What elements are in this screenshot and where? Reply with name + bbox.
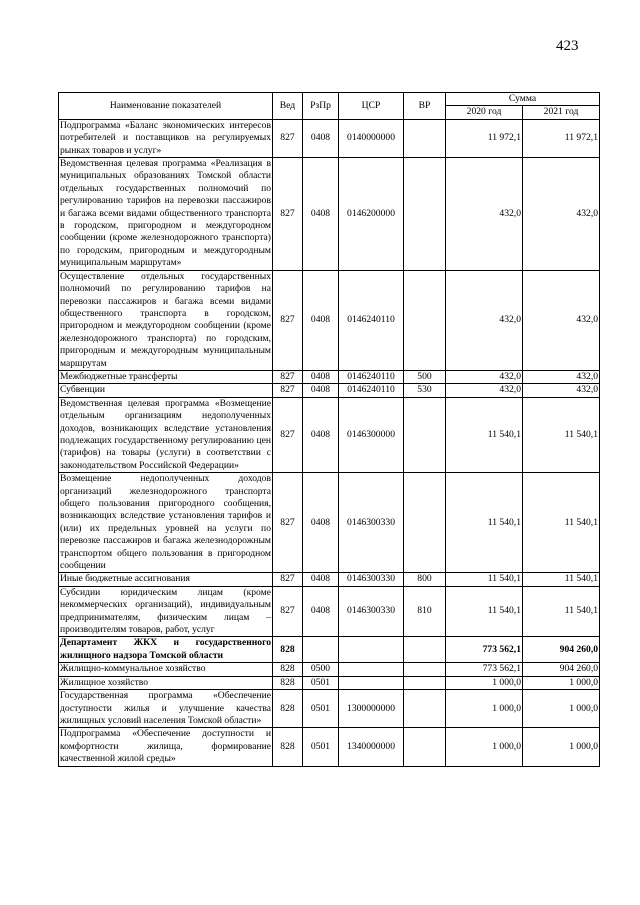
header-name: Наименование показателей [59,93,273,120]
cell-ved: 828 [273,676,303,689]
cell-name: Подпрограмма «Обеспечение доступности и комфортности жилища, формирование качественной жилой среды» [60,728,271,765]
cell-name: Ведомственная целевая программа «Реализация в муниципальных образованиях Томской области отдельных государственных полномочий по регулированию тарифов на перевозки пассажиров и багажа всеми видами общественного транспорта в городском, пригородном и междугородном сообщении (кроме железнодорожного транспорта) по городским, пригородным и междугородным муниципальным маршрутам» [60,158,271,269]
cell-vr [404,270,446,370]
table-row [59,397,600,472]
cell-y2020: 432,0 [446,270,523,370]
cell-y2021: 432,0 [523,384,600,397]
cell-y2020: 11 972,1 [446,119,523,157]
cell-csr: 1300000000 [339,690,404,728]
cell-ved: 828 [273,690,303,728]
cell-ved: 827 [273,384,303,397]
cell-rzpr: 0408 [303,384,339,397]
cell-csr: 0146240110 [339,384,404,397]
cell-vr: 500 [404,370,446,383]
cell-rzpr: 0501 [303,676,339,689]
cell-name: Ведомственная целевая программа «Возмещение отдельным организациям недополученных доходов, возникающих вследствие установления подлежащих государственному регулированию цен (тарифов) на товары (услуги) в соответствии с законодательством Российской Федерации» [60,397,271,471]
table-row [59,384,600,397]
table-row [59,663,600,676]
cell-y2021: 1 000,0 [523,676,600,689]
cell-csr: 0146200000 [339,158,404,271]
cell-csr: 0140000000 [339,119,404,157]
cell-ved: 828 [273,663,303,676]
cell-vr [404,158,446,271]
cell-csr: 0146240110 [339,370,404,383]
cell-rzpr: 0501 [303,728,339,766]
cell-y2020: 1 000,0 [446,690,523,728]
cell-name: Осуществление отдельных государственных полномочий по регулированию тарифов на перевозки пассажиров и багажа всеми видами общественного транспорта в городском, пригородном и междугородном сообщении (кроме железнодорожного транспорта) по городским, пригородным и междугородным муниципальным маршрутам [60,270,271,369]
cell-ved: 827 [273,270,303,370]
cell-vr [404,676,446,689]
cell-name: Возмещение недополученных доходов организаций железнодорожного транспорта общего пользования пригородного сообщения, возникающих вследствие установления тарифов и (или) их предельных уровней на услуги по перевозке пассажиров и багажа железнодорожным транспортом общего пользования в пригородном сообщении [60,473,271,572]
cell-rzpr: 0408 [303,119,339,157]
cell-ved: 827 [273,119,303,157]
cell-y2021: 1 000,0 [523,728,600,766]
cell-y2020: 432,0 [446,384,523,397]
cell-vr: 800 [404,573,446,586]
cell-y2020: 11 540,1 [446,473,523,573]
cell-y2020: 773 562,1 [446,637,523,663]
cell-ved: 827 [273,370,303,383]
cell-y2020: 1 000,0 [446,728,523,766]
cell-y2021: 1 000,0 [523,690,600,728]
cell-vr [404,728,446,766]
cell-name: Межбюджетные трансферты [59,370,273,383]
table-row [59,158,600,271]
cell-y2021: 432,0 [523,270,600,370]
cell-y2021: 904 260,0 [523,663,600,676]
header-2020: 2020 год [446,106,523,119]
cell-ved: 827 [273,158,303,271]
header-csr: ЦСР [339,93,404,120]
cell-name: Подпрограмма «Баланс экономических интересов потребителей и поставщиков на регулируемых рынках товаров и услуг» [60,119,271,156]
table-row [59,676,600,689]
header-rzpr: РзПр [303,93,339,120]
cell-name: Жилищное хозяйство [59,676,273,689]
cell-y2021: 11 540,1 [523,397,600,472]
table-row [59,690,600,728]
table-row [59,573,600,586]
cell-vr [404,473,446,573]
cell-y2021: 904 260,0 [523,637,600,663]
cell-y2021: 11 540,1 [523,586,600,637]
cell-name: Субвенции [59,384,273,397]
cell-ved: 827 [273,573,303,586]
cell-ved: 827 [273,586,303,637]
cell-rzpr: 0408 [303,370,339,383]
cell-y2021: 11 540,1 [523,573,600,586]
cell-ved: 828 [273,637,303,663]
cell-csr [339,637,404,663]
cell-csr: 0146300330 [339,473,404,573]
table-row [59,270,600,370]
cell-csr [339,663,404,676]
table-row [59,473,600,573]
table-row [59,728,600,766]
table-row [59,370,600,383]
cell-y2020: 773 562,1 [446,663,523,676]
header-ved: Вед [273,93,303,120]
cell-name: Иные бюджетные ассигнования [59,573,273,586]
cell-csr: 0146300000 [339,397,404,472]
cell-name: Департамент ЖКХ и государственного жилищного надзора Томской области [60,637,271,661]
cell-vr: 810 [404,586,446,637]
cell-vr [404,690,446,728]
cell-y2020: 432,0 [446,370,523,383]
cell-csr: 0146300330 [339,586,404,637]
cell-name: Жилищно-коммунальное хозяйство [59,663,273,676]
page-number: 423 [556,38,579,54]
table-row [59,637,600,663]
cell-y2020: 1 000,0 [446,676,523,689]
cell-vr [404,637,446,663]
cell-ved: 827 [273,473,303,573]
cell-vr [404,663,446,676]
cell-y2020: 432,0 [446,158,523,271]
cell-y2020: 11 540,1 [446,586,523,637]
budget-table [58,92,600,767]
cell-rzpr: 0408 [303,270,339,370]
cell-name: Субсидии юридическим лицам (кроме некоммерческих организаций), индивидуальным предпринимателям, физическим лицам – производителям товаров, работ, услуг [60,586,271,636]
cell-csr: 0146300330 [339,573,404,586]
cell-vr [404,397,446,472]
cell-vr: 530 [404,384,446,397]
cell-csr: 0146240110 [339,270,404,370]
cell-y2021: 432,0 [523,370,600,383]
table-header [59,93,600,120]
cell-ved: 827 [273,397,303,472]
cell-rzpr: 0408 [303,573,339,586]
cell-name: Государственная программа «Обеспечение доступности жилья и улучшение качества жилищных условий населения Томской области» [60,690,271,726]
cell-csr: 1340000000 [339,728,404,766]
cell-rzpr [303,637,339,663]
cell-rzpr: 0408 [303,158,339,271]
cell-vr [404,119,446,157]
cell-rzpr: 0501 [303,690,339,728]
cell-rzpr: 0408 [303,397,339,472]
table-row [59,586,600,637]
cell-csr [339,676,404,689]
cell-y2020: 11 540,1 [446,573,523,586]
cell-rzpr: 0408 [303,586,339,637]
header-2021: 2021 год [523,106,600,119]
header-vr: ВР [404,93,446,120]
cell-y2021: 11 540,1 [523,473,600,573]
cell-y2020: 11 540,1 [446,397,523,472]
cell-y2021: 11 972,1 [523,119,600,157]
table-body [59,119,600,766]
header-sum: Сумма [446,93,600,106]
cell-rzpr: 0500 [303,663,339,676]
cell-rzpr: 0408 [303,473,339,573]
table-row [59,119,600,157]
cell-y2021: 432,0 [523,158,600,271]
cell-ved: 828 [273,728,303,766]
